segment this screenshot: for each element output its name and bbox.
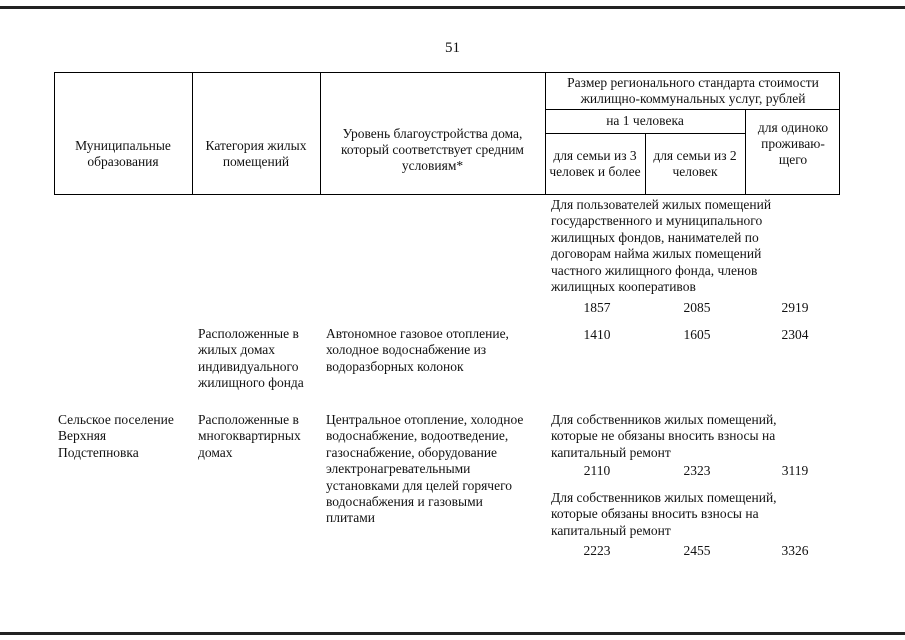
header-amenity-level: Уровень благоустройства дома, который соответствует средним условиям*: [341, 125, 524, 173]
owners-not-obliged-note: Для собственников жилых помещений, которые не обязаны вносить взносы на капитальный ремонт: [551, 412, 777, 460]
col-line-6: [839, 72, 840, 195]
obliged-value-family-2: 2455: [683, 543, 711, 558]
owners-obliged-note: Для собственников жилых помещений, которые обязаны вносить взносы на капитальный ремонт: [551, 490, 777, 538]
col-line-1: [192, 72, 193, 195]
individual-value-family-2: 1605: [683, 327, 711, 342]
header-municipality: Муниципальные образования: [75, 137, 171, 169]
not-obliged-value-family-3plus: 2110: [583, 463, 611, 478]
header-category: Категория жилых помещений: [205, 137, 307, 169]
intro-value-single: 2919: [781, 300, 809, 315]
col-line-4: [645, 133, 646, 195]
col-line-5: [745, 109, 746, 195]
individual-category: Расположенные в жилых домах индивидуального жилищного фонда: [198, 326, 304, 391]
individual-amenity: Автономное газовое отопление, холодное водоснабжение из водоразборных колонок: [326, 326, 509, 374]
header-per-person: на 1 человека: [606, 113, 684, 128]
intro-value-family-2: 2085: [683, 300, 711, 315]
intro-value-family-3plus: 1857: [583, 300, 611, 315]
individual-value-family-3plus: 1410: [583, 327, 611, 342]
individual-value-single: 2304: [781, 327, 809, 342]
obliged-value-family-3plus: 2223: [583, 543, 611, 558]
table-header-bottom-line: [54, 194, 840, 195]
apartment-category: Расположенные в многоквартирных домах: [198, 412, 301, 460]
col-line-2: [320, 72, 321, 195]
header-family-2: для семьи из 2 человек: [653, 148, 737, 179]
not-obliged-value-family-2: 2323: [683, 463, 711, 478]
bottom-border: [0, 632, 905, 635]
page-number: 51: [445, 40, 460, 56]
top-border: [0, 6, 905, 9]
header-single: для одиноко проживаю-щего: [757, 120, 829, 167]
col-line-0: [54, 72, 55, 195]
not-obliged-value-single: 3119: [781, 463, 809, 478]
obliged-value-single: 3326: [781, 543, 809, 558]
header-family-3plus: для семьи из 3 человек и более: [549, 148, 641, 179]
col-line-3: [545, 72, 546, 195]
header-standard-size: Размер регионального стандарта стоимости жилищно-коммунальных услуг, рублей: [567, 75, 819, 106]
apartment-amenity: Центральное отопление, холодное водоснабжение, водоотведение, газоснабжение, оборудование электронагревательными установками для целей горячего водоснабжения и газовыми плитами: [326, 412, 524, 526]
section-intro-note: Для пользователей жилых помещений государственного и муниципального жилищных фондов, нанимателей по договорам найма жилых помещений частного жилищного фонда, членов жилищных кооперативов: [551, 197, 772, 295]
municipality-name: Сельское поселение Верхняя Подстепновка: [58, 412, 174, 460]
